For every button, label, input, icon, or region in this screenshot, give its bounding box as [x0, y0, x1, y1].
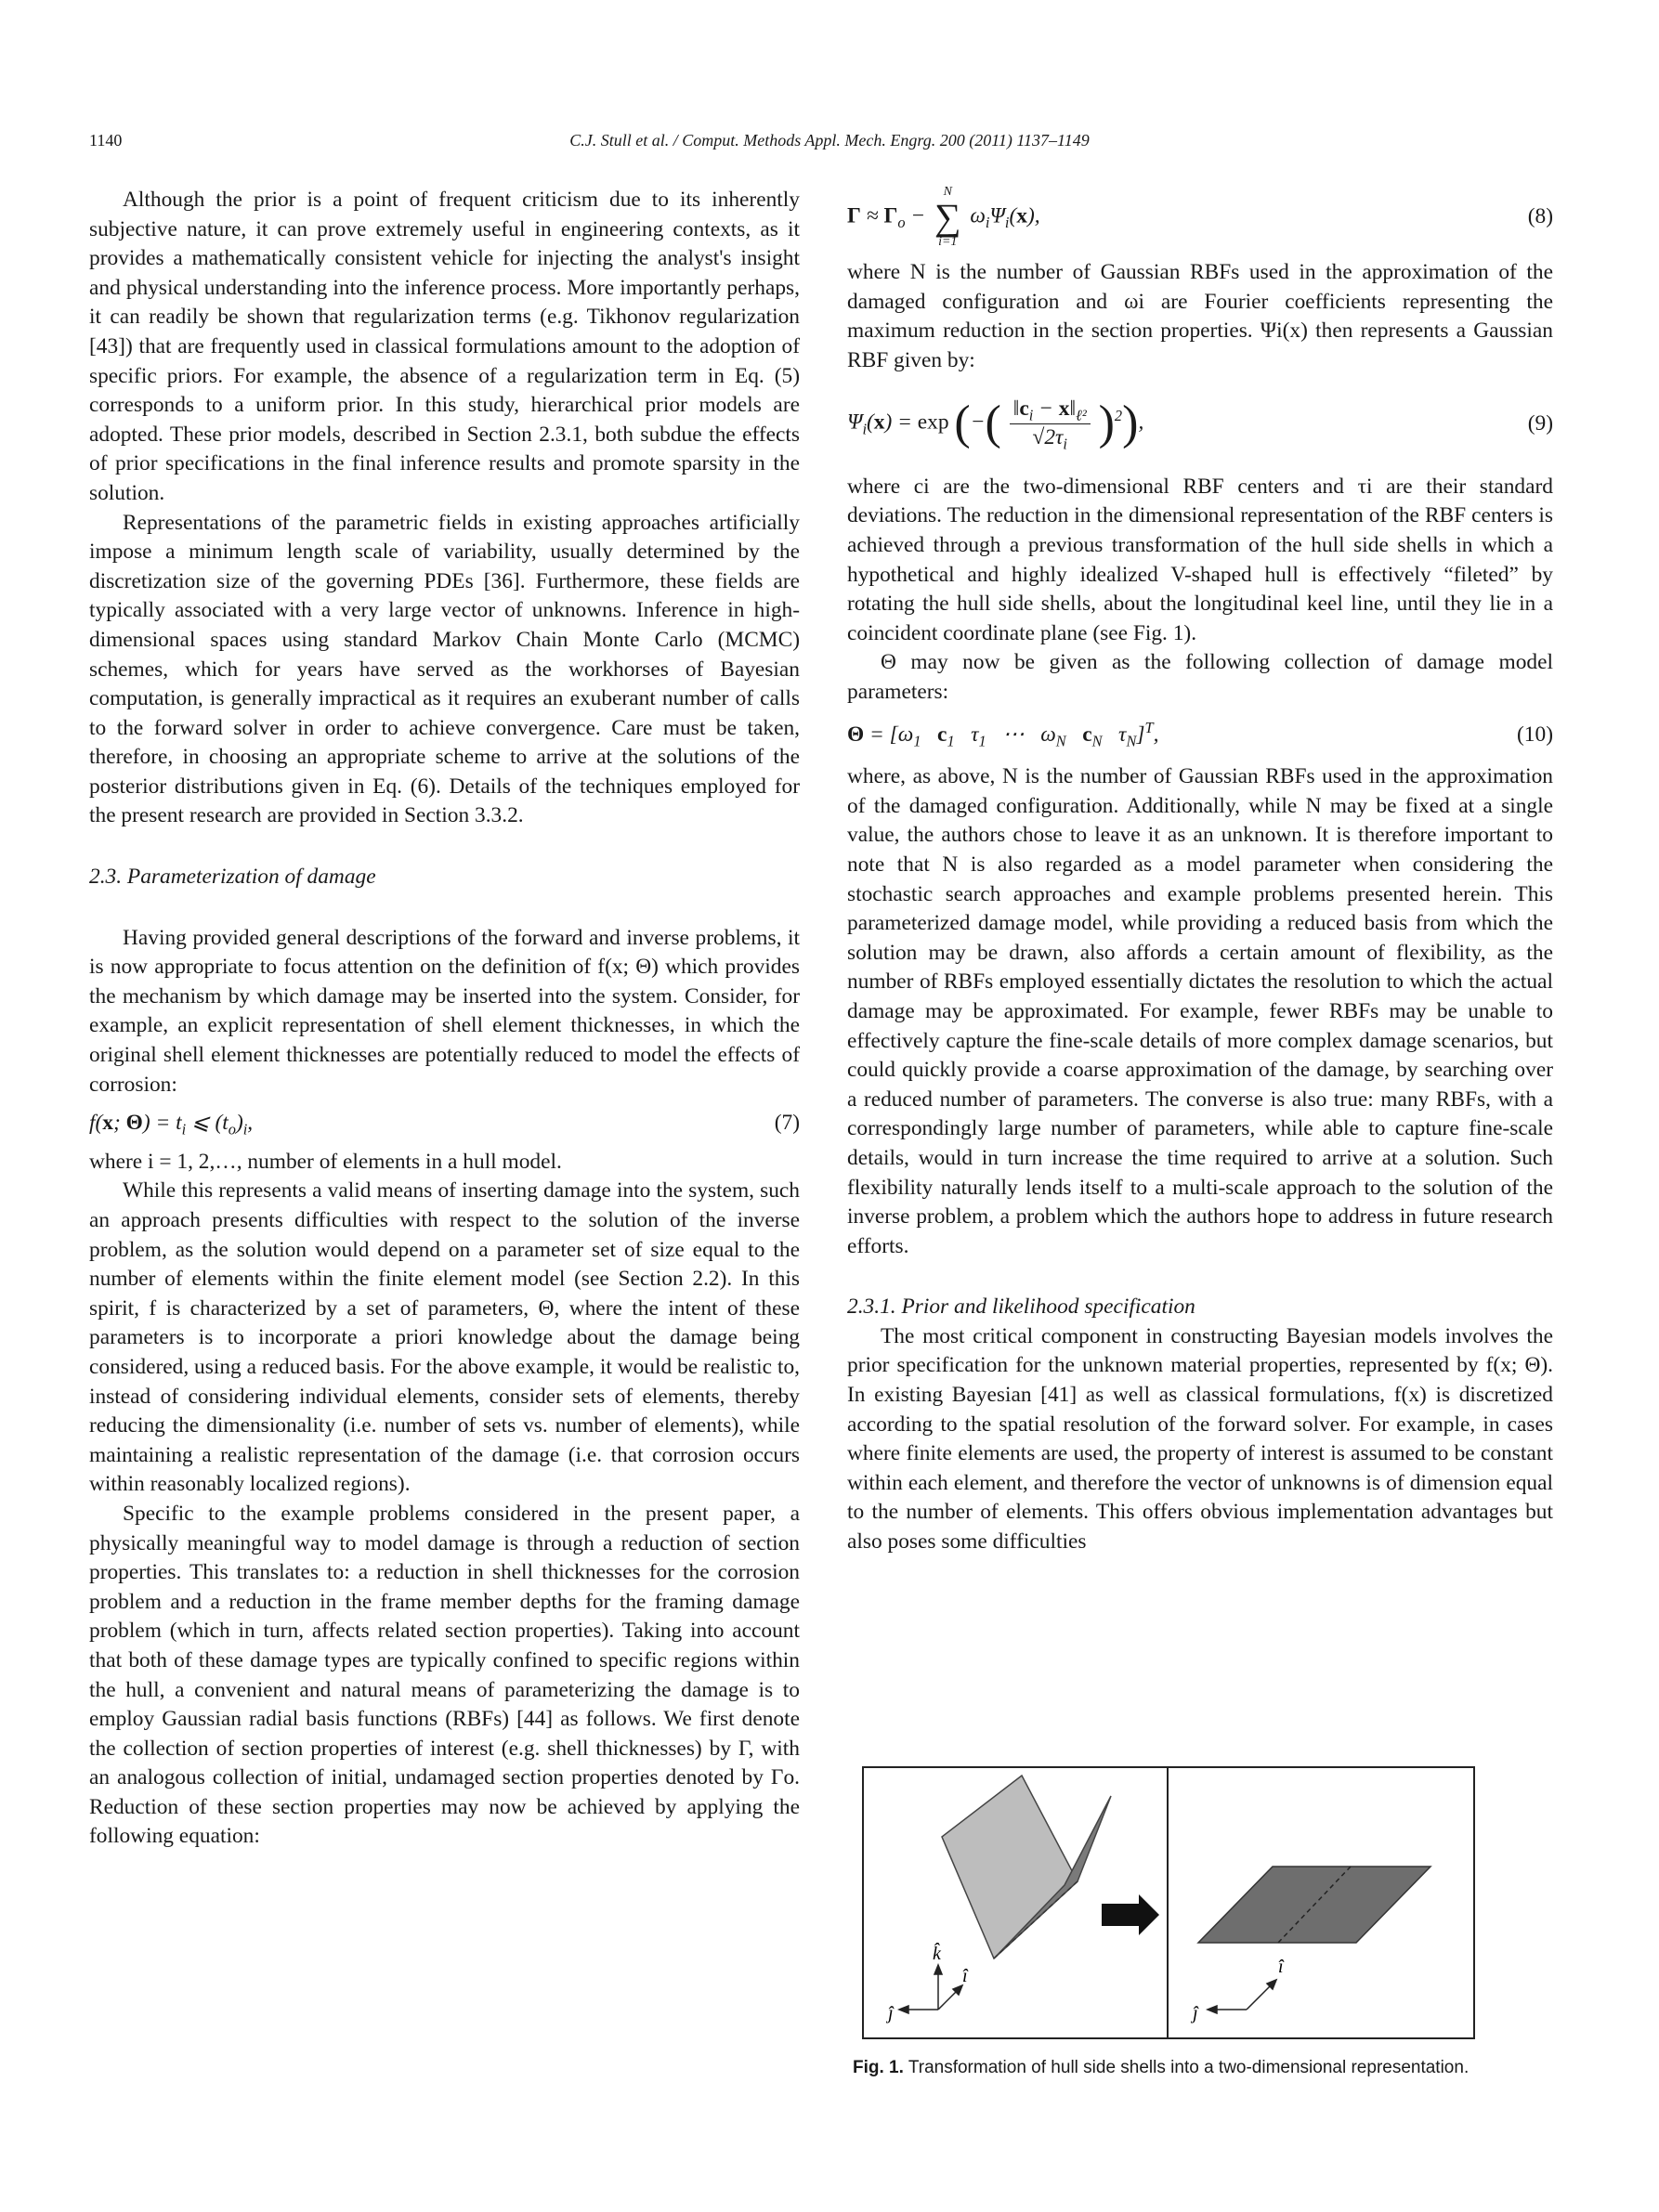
paragraph: where N is the number of Gaussian RBFs used in the approximation of the damaged configuration and ωi are Fourier coefficients representing the maximum reduction in the section properties. Ψi(x) then represents a Gaussian RBF given by:	[847, 260, 1553, 372]
paragraph: where i = 1, 2,…, number of elements in a hull model.	[89, 1149, 562, 1174]
equation-10	[847, 718, 1553, 750]
paragraph: Having provided general descriptions of the forward and inverse problems, it is now appropriate to focus attention on the definition of f(x; Θ) which provides the mechanism by which damage may be inserted into the system. Consider, for example, an explicit representation of shell element thicknesses, in which the original shell element thicknesses are potentially reduced to model the effects of corrosion:	[89, 925, 800, 1097]
equation-number: (8)	[1527, 204, 1553, 229]
paragraph: Although the prior is a point of frequent criticism due to its inherently subjective nature, it can prove extremely useful in engineering contexts, as it provides a mathematically consistent vehicle for injecting the analyst's insight and physical understanding into the inference process. More importantly perhaps, it can readily be shown that regularization terms (e.g. Tikhonov regularization [43]) that are frequently used in classical formulations amount to the adoption of specific priors. For example, the absence of a regularization term in Eq. (5) corresponds to a uniform prior. In this study, hierarchical prior models are adopted. These prior models, described in Section 2.3.1, both subdue the effects of prior specifications in the final inference results and promote sparsity in the solution.	[89, 188, 800, 505]
equation-9	[847, 397, 1553, 453]
page-header	[89, 131, 1570, 159]
axis-label-i: î	[1278, 1957, 1284, 1977]
hull-side-shell-left	[942, 1776, 1078, 1958]
equation-body: f(x; $\Theta) = t_i$ ⩽ $(t_o)_i$,	[89, 1111, 254, 1139]
caption-text: Transformation of hull side shells into a two-dimensional representation.	[908, 2058, 1470, 2077]
paragraph: The most critical component in constructing Bayesian models involves the prior specification for the unknown material properties, represented by f(x; Θ). In existing Bayesian [41] as well as classical formulations, f(x) is discretized according to the spatial resolution of the forward solver. For example, in cases where finite elements are used, the property of interest is assumed to be constant within each element, and therefore the vector of unknowns is of dimension equal to the number of elements. This offers obvious implementation advantages but also poses some difficulties	[847, 1323, 1553, 1555]
equation-number: (9)	[1527, 410, 1553, 436]
axis-label-i: î	[962, 1966, 968, 1986]
axes-right	[1208, 1980, 1276, 2013]
section-heading: 2.3. Parameterization of damage	[89, 865, 376, 890]
equation-body: $\Psi_i(x) = \exp$ (−( $\frac{‖c_i - x‖_{\ell^2}}{√2\tau_i}$ )$^2$),	[847, 397, 1144, 453]
figure-1	[862, 1766, 1475, 2039]
axes-left	[899, 1965, 962, 2013]
axis-label-j: ĵ	[1193, 2003, 1198, 2023]
equation-7	[89, 1109, 800, 1139]
running-title: C.J. Stull et al. / Comput. Methods Appl. Mech. Engrg. 200 (2011) 1137–1149	[569, 131, 1090, 150]
left-column	[89, 186, 800, 1852]
figure-drawing	[864, 1768, 1473, 2037]
transform-arrow	[1102, 1894, 1159, 1935]
paragraph: While this represents a valid means of inserting damage into the system, such an approach presents difficulties with respect to the solution of the inverse problem, as the solution would depend on a parameter set of size equal to the number of elements within the finite element model (see Section 2.2). In this spirit, f is characterized by a set of parameters, Θ, where the intent of these parameters is to incorporate a priori knowledge about the damage being considered, using a reduced basis. For the above example, it would be realistic to, instead of considering individual elements, consider sets of elements, thereby reducing the dimensionality (i.e. number of sets vs. number of elements), while maintaining a realistic representation of the damage (i.e. that corrosion occurs within reasonably localized regions).	[89, 1178, 800, 1497]
paragraph: where ci are the two-dimensional RBF centers and τi are their standard deviations. The reduction in the dimensional representation of the RBF centers is achieved through a previous transformation of the hull side shells in which a hypothetical and highly idealized V-shaped hull is effectively “fileted” by rotating the hull side shells, about the longitudinal keel line, until they lie in a coincident coordinate plane (see Fig. 1).	[847, 474, 1553, 645]
equation-number: (7)	[774, 1111, 800, 1136]
axis-label-k: k̂	[933, 1944, 941, 1964]
equation-body: $\Gamma \approx \Gamma_o$ − N ∑ i=1 $\omega_i\Psi_i(x)$,	[847, 185, 1040, 249]
paragraph: where, as above, N is the number of Gaussian RBFs used in the approximation of the damaged configuration. Additionally, while N may be fixed at a single value, the authors chose to leave it as an unknown. It is therefore important to note that N is also regarded as a model parameter when considering the stochastic search approaches and example problems presented herein. This parameterized damage model, while providing a reduced basis from which the solution may be drawn, also affords a certain amount of flexibility, as the number of RBFs employed essentially dictates the resolution to which the actual damage may be approximated. For example, fewer RBFs may be unable to effectively capture the fine-scale details of more complex damage scenarios, but could quickly provide a coarse approximation of the damage, by searching over a reduced number of parameters. The converse is also true: many RBFs, with a correspondingly large number of parameters, while able to capture fine-scale details, would in turn increase the time required to arrive at a solution. Such flexibility naturally lends itself to a multi-scale approach to the solution of the inverse problem, a problem which the authors hope to address in future research efforts.	[847, 764, 1553, 1258]
paragraph: Representations of the parametric fields in existing approaches artificially impose a minimum length scale of variability, usually determined by the discretization size of the governing PDEs [36]. Furthermore, these fields are typically associated with a very large vector of unknowns. Inference in high-dimensional spaces using standard Markov Chain Monte Carlo (MCMC) schemes, which for years have served as the workhorses of Bayesian computation, is generally impractical as it requires an exuberant number of calls to the forward solver in order to achieve convergence. Care must be taken, therefore, in choosing an appropriate scheme to arrive at the solutions of the posterior distributions given in Eq. (6). Details of the techniques employed for the present research are provided in Section 3.3.2.	[89, 510, 800, 828]
paragraph: Θ may now be given as the following collection of damage model parameters:	[847, 650, 1553, 704]
paragraph: Specific to the example problems considered in the present paper, a physically meaningful way to model damage is through a reduction of section properties. This translates to: a reduction in shell thicknesses for the corrosion problem and a reduction in the frame member depths for the framing damage problem (which in turn, affects related section properties). Taking into account that both of these damage types are typically confined to specific regions within the hull, a convenient and natural means of parameterizing the damage is to employ Gaussian radial basis functions (RBFs) [44] as follows. We first denote the collection of section properties of interest (e.g. shell thicknesses) by Γ, with an analogous collection of initial, undamaged section properties denoted by Γo. Reduction of these section properties may now be achieved by applying the following equation:	[89, 1501, 800, 1849]
fraction: $\frac{‖c_i - x‖_{\ell^2}}{√2\tau_i}$	[1010, 397, 1091, 449]
axis-label-j: ĵ	[888, 2003, 894, 2023]
figure-caption	[853, 2058, 1503, 2078]
page-number: 1140	[89, 131, 123, 150]
equation-number: (10)	[1517, 722, 1553, 747]
equation-body: $\Theta = [\omega_1$ $c_1$ $\tau_1$ ⋯ $\omega_N$ $c_N$ $\tau_N]^T$,	[847, 718, 1159, 750]
caption-label: Fig. 1.	[853, 2058, 904, 2077]
right-column	[847, 186, 1553, 1557]
equation-8	[847, 186, 1553, 249]
section-heading: 2.3.1. Prior and likelihood specification	[847, 1295, 1195, 1320]
summation: N ∑ i=1	[934, 185, 961, 249]
